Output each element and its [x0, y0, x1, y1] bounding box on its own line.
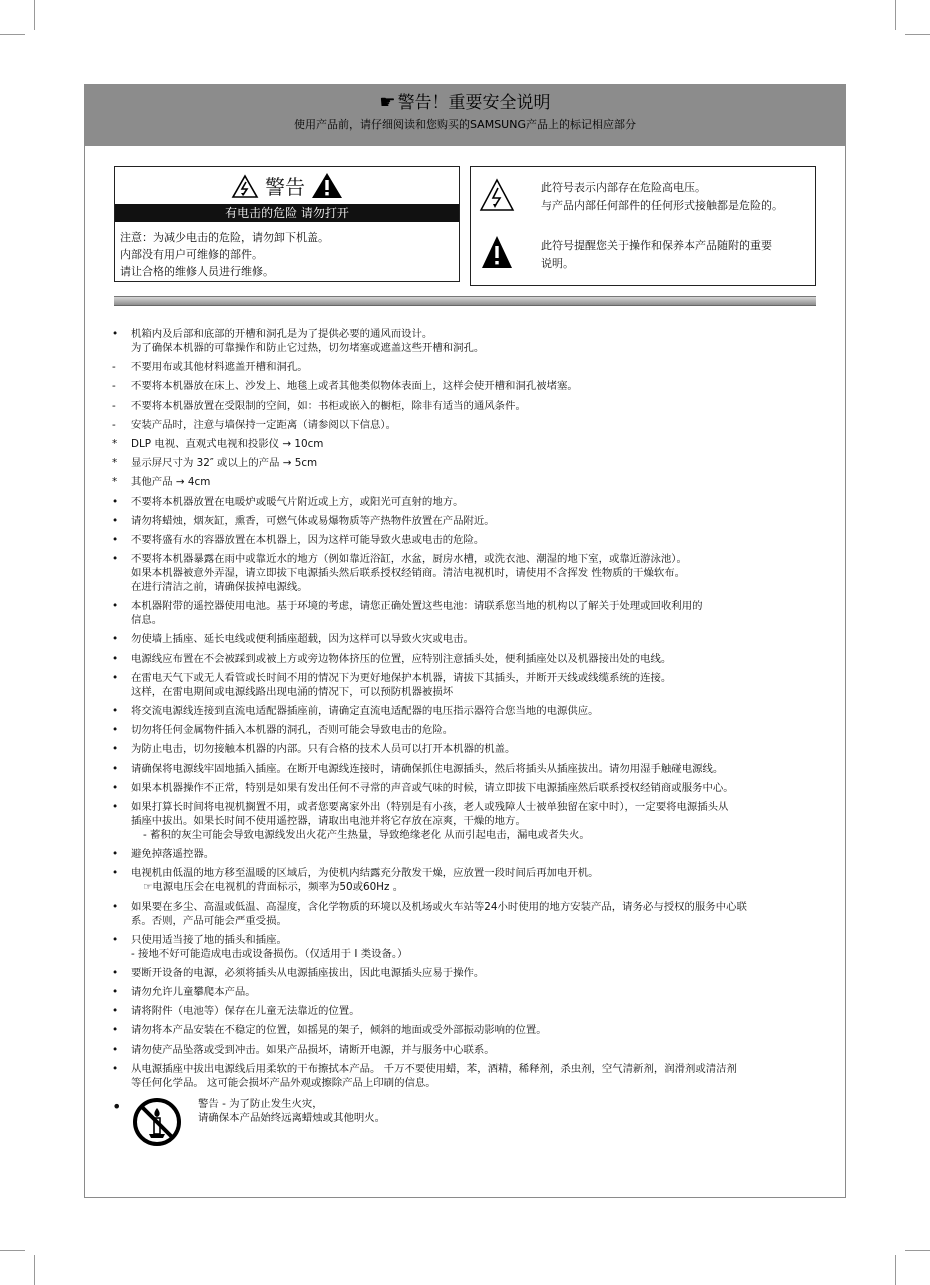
list-item-text: 电源线应布置在不会被踩到或被上方或旁边物体挤压的位置，应特别注意插头处，便利插座处以及机器接出处的电线。 [131, 652, 672, 665]
list-item [112, 900, 842, 928]
list-item [112, 1004, 842, 1018]
list-item-text: 这样，在雷电期间或电源线路出现电涌的情况下，可以预防机器被损坏 [131, 685, 454, 698]
list-item [112, 762, 842, 776]
list-item-text: 请确保将电源线牢固地插入插座。在断开电源线连接时，请确保抓住电源插头，然后将插头从插座拔出。请勿用湿手触碰电源线。 [131, 762, 724, 775]
list-item [112, 866, 842, 894]
list-item-text: 不要将本机器放在床上、沙发上、地毯上或者其他类似物体表面上，这样会使开槽和洞孔被堵塞。 [131, 380, 578, 393]
list-marker: • [112, 986, 119, 999]
list-item [112, 652, 842, 666]
list-marker: • [112, 328, 119, 340]
list-item-text: 安装产品时，注意与墙保持一定距离（请参阅以下信息）。 [131, 418, 396, 431]
list-marker: • [112, 553, 119, 566]
pointing-hand-icon: ☛ [379, 92, 396, 113]
list-marker: • [112, 495, 119, 508]
list-item-text: 如果要在多尘、高温或低温、高湿度，含化学物质的环境以及机场或火车站等24小时使用的地方安装产品，请务必与授权的服务中心联 [131, 900, 747, 913]
list-item-text: 为防止电击，切勿接触本机器的内部。只有合格的技术人员可以打开本机器的机盖。 [131, 743, 516, 756]
list-item-text: 只使用适当接了地的插头和插座。 [131, 933, 287, 946]
list-item-text: DLP 电视、直观式电视和投影仪 → 10cm [131, 437, 324, 450]
list-item-text: 不要将本机器放置在受限制的空间，如：书柜或嵌入的橱柜，除非有适当的通风条件。 [131, 399, 526, 412]
list-item-text: 等任何化学品。 这可能会损坏产品外观或擦除产品上印刷的信息。 [131, 1076, 436, 1089]
list-item-text: 请勿将本产品安装在不稳定的位置，如摇晃的架子，倾斜的地面或受外部振动影响的位置。 [131, 1024, 547, 1037]
exclaim-description: 此符号提醒您关于操作和保养本产品随附的重要 说明。 [541, 239, 772, 270]
high-voltage-icon [479, 177, 515, 213]
fire-warning-text: 警告 - 为了防止发生火灾， 请确保本产品始终远离蜡烛或其他明火。 [198, 1098, 386, 1124]
list-item [112, 552, 842, 594]
list-item [112, 495, 842, 509]
no-candle-icon [132, 1097, 182, 1147]
warning-box [114, 166, 460, 282]
list-marker: • [112, 1043, 119, 1056]
list-item [112, 327, 842, 355]
crop-mark [905, 1250, 930, 1251]
list-item [112, 985, 842, 999]
list-marker: • [112, 514, 119, 527]
list-marker: • [112, 633, 119, 646]
list-marker: • [112, 966, 119, 979]
list-marker: • [112, 533, 119, 546]
list-item-text: 为了确保本机器的可靠操作和防止它过热，切勿堵塞或遮盖这些开槽和洞孔。 [131, 342, 485, 354]
crop-mark [0, 1250, 25, 1251]
list-item-text: 信息。 [131, 614, 163, 627]
list-marker: • [112, 900, 119, 913]
list-marker: • [112, 652, 119, 665]
list-marker: • [112, 1005, 119, 1018]
list-item [112, 514, 842, 528]
list-marker: • [112, 933, 119, 946]
list-marker: • [112, 743, 119, 756]
list-item [112, 966, 842, 980]
list-item [112, 360, 842, 374]
list-item [112, 418, 842, 432]
crop-mark [0, 34, 25, 35]
fire-warning-item [112, 1097, 612, 1149]
list-item-text: 电视机由低温的地方移至温暖的区域后，为使机内结露充分散发干燥，应放置一段时间后再加电开机。 [131, 867, 599, 880]
list-item-subtext: - 蓄积的灰尘可能会导致电源线发出火花产生热量，导致绝缘老化 从而引起电击，漏电或者失火。 [143, 828, 590, 841]
list-item [112, 1023, 842, 1037]
list-item-text: 本机器附带的遥控器使用电池。基于环境的考虑，请您正确处置这些电池：请联系您当地的机构以了解关于处理或回收利用的 [131, 600, 703, 613]
list-item [112, 399, 842, 413]
list-item-subtext: ☞电源电压会在电视机的背面标示，频率为50或60Hz 。 [143, 881, 404, 894]
list-item [112, 742, 842, 756]
list-item-text: 将交流电源线连接到直流电适配器插座前，请确定直流电适配器的电压指示器符合您当地的电源供应。 [131, 705, 599, 717]
warning-lines: 注意：为减少电击的危险，请勿卸下机盖。 内部没有用户可维修的部件。 请让合格的维修人员进行维修。 [120, 231, 329, 278]
list-marker: • [112, 762, 119, 775]
list-item [112, 800, 842, 842]
list-item-text: 如果打算长时间将电视机搁置不用，或者您要离家外出（特别是有小孩，老人或残障人士被单独留在家中时），一定要将电源插头从 [131, 800, 729, 813]
list-marker: • [112, 705, 119, 717]
list-marker: * [112, 457, 118, 470]
list-marker: • [112, 600, 119, 613]
list-item-text: 在雷电天气下或无人看管或长时间不用的情况下为更好地保护本机器，请拔下其插头，并断开天线或线缆系统的连接。 [131, 671, 672, 684]
exclamation-warning-icon [311, 172, 343, 199]
voltage-description: 此符号表示内部存在危险高电压。 与产品内部任何部件的任何形式接触都是危险的。 [541, 181, 783, 212]
list-item [112, 632, 842, 646]
list-marker: • [112, 781, 119, 794]
exclamation-warning-icon [481, 235, 513, 269]
list-item [112, 437, 842, 451]
page-subtitle: 使用产品前，请仔细阅读和您购买的SAMSUNG产品上的标记相应部分 [294, 118, 636, 131]
crop-mark [34, 0, 35, 30]
list-marker: • [112, 848, 119, 861]
list-marker: • [112, 1062, 119, 1075]
list-item-text: 不要将本机器暴露在雨中或靠近水的地方（例如靠近浴缸，水盆，厨房水槽，或洗衣池、潮湿的地下室，或靠近游泳池）。 [131, 553, 687, 566]
list-marker: - [112, 418, 116, 431]
list-item [112, 671, 842, 699]
list-item-text: 显示屏尺寸为 32″ 或以上的产品 → 5cm [131, 457, 318, 470]
list-item-text: 其他产品 → 4cm [131, 476, 211, 489]
list-item-text: 请勿将蜡烛，烟灰缸，熏香，可燃气体或易爆物质等产热物件放置在产品附近。 [131, 514, 495, 527]
list-marker: • [112, 1097, 122, 1116]
list-item-text: 系。否则，产品可能会严重受损。 [131, 914, 287, 927]
list-item-text: 在进行清洁之前，请确保拔掉电源线。 [131, 581, 308, 594]
list-item [112, 1043, 842, 1057]
warning-heading: 警告 [115, 171, 459, 201]
list-marker: • [112, 671, 119, 684]
safety-list [112, 327, 842, 1095]
list-item [112, 456, 842, 470]
header-banner [84, 84, 846, 146]
list-marker: - [112, 361, 116, 374]
list-item-text: 请勿允许儿童攀爬本产品。 [131, 986, 256, 999]
list-item-text: 插座中拔出。如果长时间不使用遥控器，请取出电池并将它存放在凉爽，干燥的地方。 [131, 814, 526, 827]
list-item-text: - 接地不好可能造成电击或设备损伤。（仅适用于 Ⅰ 类设备。） [131, 947, 408, 960]
list-item [112, 704, 842, 718]
list-item [112, 533, 842, 547]
list-item [112, 781, 842, 795]
list-marker: • [112, 724, 119, 737]
separator-bar [114, 296, 816, 306]
list-item-text: 勿使墙上插座、延长电线或便利插座超载，因为这样可以导致火灾或电击。 [131, 633, 474, 646]
list-marker: • [112, 800, 119, 813]
list-item-text: 不要用布或其他材料遮盖开槽和洞孔。 [131, 361, 308, 374]
list-item-text: 如果本机器被意外弄湿，请立即拔下电源插头然后联系授权经销商。清洁电视机时，请使用不含挥发 性物质的干燥软布。 [131, 567, 686, 580]
warning-bar: 有电击的危险 请勿打开 [115, 204, 459, 222]
list-item-text: 机箱内及后部和底部的开槽和洞孔是为了提供必要的通风而设计。 [131, 328, 433, 340]
list-item-text: 请勿使产品坠落或受到冲击。如果产品损坏，请断开电源，并与服务中心联系。 [131, 1043, 495, 1056]
list-item-text: 从电源插座中拔出电源线后用柔软的干布擦拭本产品。 千万不要使用蜡，苯，酒精，稀释剂，杀虫剂，空气清新剂，润滑剂或清洁剂 [131, 1062, 737, 1075]
list-item [112, 1062, 842, 1090]
list-item-text: 避免掉落遥控器。 [131, 848, 215, 861]
list-item [112, 379, 842, 393]
crop-mark [895, 1255, 896, 1285]
crop-mark [895, 0, 896, 30]
symbols-box [470, 166, 816, 286]
list-marker: * [112, 437, 118, 450]
list-item [112, 599, 842, 627]
list-item [112, 847, 842, 861]
list-item [112, 723, 842, 737]
list-item-text: 切勿将任何金属物件插入本机器的洞孔，否则可能会导致电击的危险。 [131, 724, 454, 737]
high-voltage-icon [231, 174, 259, 199]
list-marker: • [112, 867, 119, 880]
list-item-text: 不要将本机器放置在电暖炉或暖气片附近或上方，或阳光可直射的地方。 [131, 495, 464, 508]
page-title: ☛ 警告！重要安全说明 [379, 92, 551, 113]
list-marker: - [112, 399, 116, 412]
list-item [112, 933, 842, 961]
crop-mark [34, 1255, 35, 1285]
list-marker: * [112, 476, 118, 489]
list-item-text: 要断开设备的电源，必须将插头从电源插座拔出，因此电源插头应易于操作。 [131, 966, 485, 979]
list-marker: - [112, 380, 116, 393]
list-item-text: 如果本机器操作不正常，特别是如果有发出任何不寻常的声音或气味的时候，请立即拔下电源插座然后联系授权经销商或服务中心。 [131, 781, 734, 794]
list-item-text: 请将附件（电池等）保存在儿童无法靠近的位置。 [131, 1005, 360, 1018]
list-item [112, 475, 842, 489]
list-item-text: 不要将盛有水的容器放置在本机器上，因为这样可能导致火患或电击的危险。 [131, 533, 485, 546]
list-marker: • [112, 1024, 119, 1037]
crop-mark [905, 34, 930, 35]
